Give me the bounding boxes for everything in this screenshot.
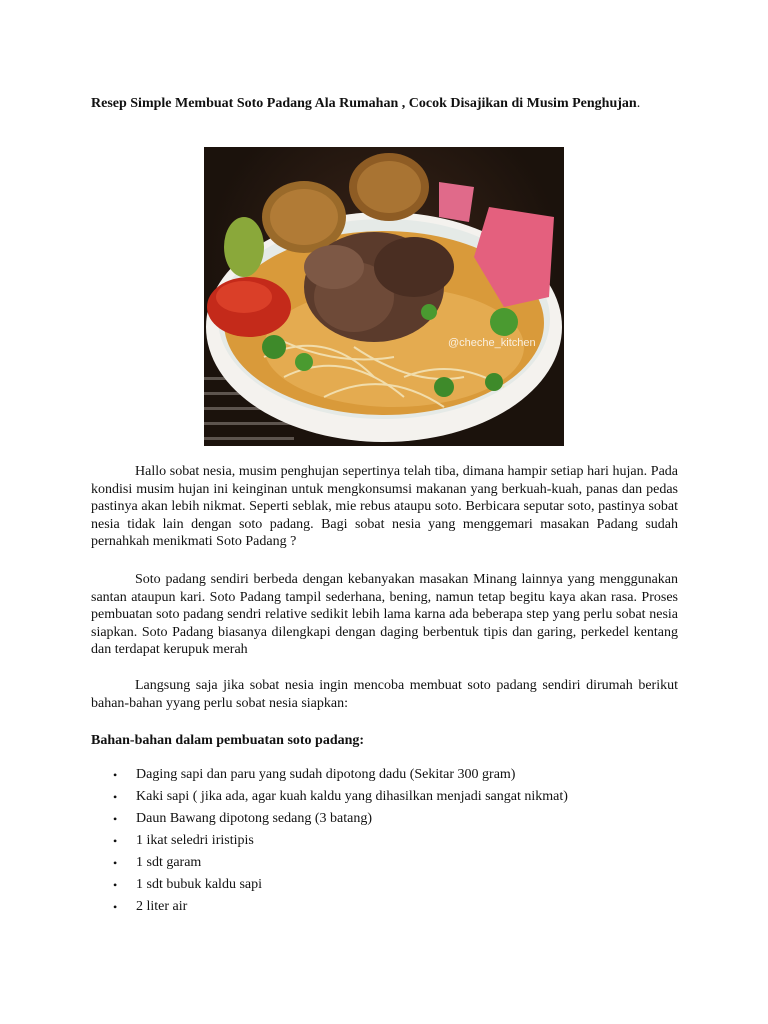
list-item: [91, 808, 568, 830]
bullet-icon: •: [113, 856, 118, 870]
paragraph-description: Soto padang sendiri berbeda dengan kebanyakan masakan Minang lainnya yang menggunakan santan ataupun kari. Soto Padang tampil sederhana, bening, namun tetap begitu kaya akan rasa. Proses pembuatan soto padang sendri relative sedikit lebih lama karna ada beberapa step yang perlu sobat nesia siapkan. Soto Padang biasanya dilengkapi dengan daging berbentuk tipis dan garing, perkedel kentang dan terdapat kerupuk merah: [91, 572, 678, 658]
list-item: [91, 874, 568, 896]
bullet-icon: •: [113, 834, 118, 848]
article-title-text: Resep Simple Membuat Soto Padang Ala Rumahan , Cocok Disajikan di Musim Penghujan: [91, 96, 637, 111]
soto-bowl-illustration: [204, 147, 564, 446]
article-title-period: .: [636, 96, 641, 111]
list-item-text: Daun Bawang dipotong sedang (3 batang): [136, 811, 372, 826]
bullet-icon: •: [113, 812, 118, 826]
list-item: [91, 896, 568, 918]
list-item: [91, 786, 568, 808]
bullet-icon: •: [113, 768, 118, 782]
list-item: [91, 764, 568, 786]
list-item-text: 1 sdt garam: [136, 855, 202, 870]
list-item-text: Kaki sapi ( jika ada, agar kuah kaldu yang dihasilkan menjadi sangat nikmat): [136, 789, 568, 804]
document-page: [91, 0, 678, 1024]
list-item: [91, 830, 568, 852]
bullet-icon: •: [113, 790, 118, 804]
list-item-text: 1 sdt bubuk kaldu sapi: [136, 877, 262, 892]
soto-padang-photo: [204, 147, 564, 446]
article-title: [91, 94, 678, 113]
paragraph-lead-in: Langsung saja jika sobat nesia ingin mencoba membuat soto padang sendiri dirumah berikut bahan-bahan yyang perlu sobat nesia siapkan:: [91, 678, 678, 711]
list-item-text: 1 ikat seledri iristipis: [136, 833, 254, 848]
list-item-text: Daging sapi dan paru yang sudah dipotong dadu (Sekitar 300 gram): [136, 767, 516, 782]
ingredients-list: [91, 764, 568, 918]
bullet-icon: •: [113, 900, 118, 914]
ingredients-heading: Bahan-bahan dalam pembuatan soto padang:: [91, 733, 365, 748]
bullet-icon: •: [113, 878, 118, 892]
list-item: [91, 852, 568, 874]
list-item-text: 2 liter air: [136, 899, 188, 914]
paragraph-intro: Hallo sobat nesia, musim penghujan sepertinya telah tiba, dimana hampir setiap hari hujan. Pada kondisi musim hujan ini keinginan untuk mengkonsumsi makanan yang berkuah-kuah, panas dan pedas pastinya akan lebih nikmat. Seperti seblak, mie rebus ataupu soto. Berbicara seputar soto, pastinya sobat nesia tidak lain dengan soto padang. Bagi sobat nesia yang menggemari masakan Padang sudah pernahkah menikmati Soto Padang ?: [91, 464, 678, 550]
photo-watermark: @cheche_kitchen: [448, 337, 536, 349]
